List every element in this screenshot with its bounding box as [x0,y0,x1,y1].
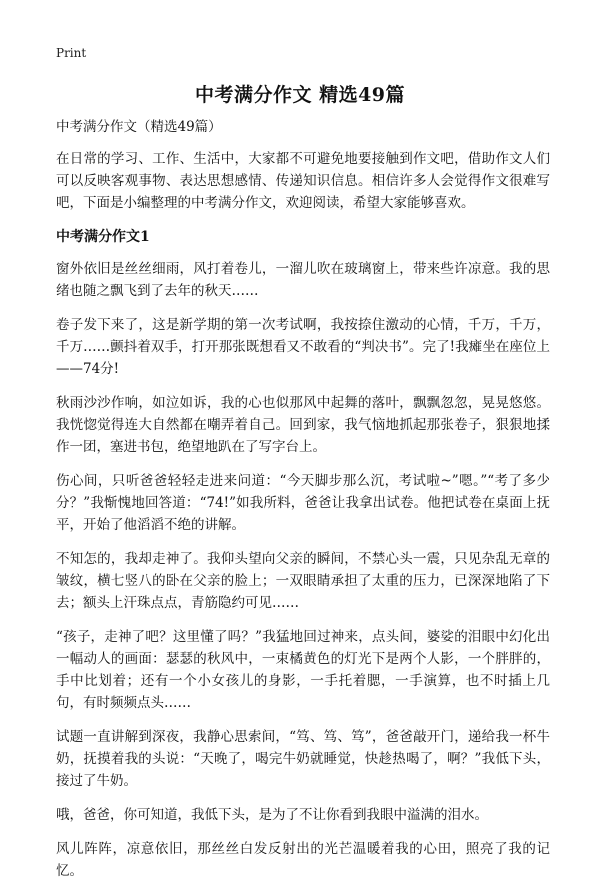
essay-paragraph: 伤心间，只听爸爸轻轻走进来问道：“今天脚步那么沉，考试啦~”嗯。”“考了多少分？”我惭愧地回答道：“74!”如我所料，爸爸让我拿出试卷。他把试卷在桌面上抚平，开始了他滔滔不绝的讲解。 [56,473,550,533]
essay-paragraph: 不知怎的，我却走神了。我仰头望向父亲的瞬间，不禁心头一震，只见杂乱无章的皱纹，横七竖八的卧在父亲的脸上；一双眼睛承担了太重的压力，已深深地陷了下去；额头上汗珠点点，青筋隐约可见…… [56,551,550,611]
essay-paragraph: 风儿阵阵，凉意依旧，那丝丝白发反射出的光芒温暖着我的心田，照亮了我的记忆。 [56,841,550,879]
intro-paragraph: 在日常的学习、工作、生活中，大家都不可避免地要接触到作文吧，借助作文人们可以反映客观事物、表达思想感情、传递知识信息。相信许多人会觉得作文很难写吧，下面是小编整理的中考满分作文，欢迎阅读，希望大家能够喜欢。 [56,151,550,211]
document-subtitle: 中考满分作文（精选49篇） [56,119,222,135]
document-body [56,116,550,894]
essay-paragraph: 秋雨沙沙作响，如泣如诉，我的心也似那风中起舞的落叶，飘飘忽忽，晃晃悠悠。我恍惚觉得连大自然都在嘲弄着自己。回到家，我气恼地抓起那张卷子，狠狠地揉作一团，塞进书包，绝望地趴在了写字台上。 [56,395,550,455]
section-heading: 中考满分作文1 [56,229,150,245]
essay-paragraph: 试题一直讲解到深夜，我静心思索间，“笃、笃、笃”，爸爸敲开门，递给我一杯牛奶，抚摸着我的头说：“天晚了，喝完牛奶就睡觉，快趁热喝了，啊？”我低下头，接过了牛奶。 [56,729,550,789]
essay-paragraph: “孩子，走神了吧？这里懂了吗？”我猛地回过神来，点头间，婆娑的泪眼中幻化出一幅动人的画面：瑟瑟的秋风中，一束橘黄色的灯光下是两个人影，一个胖胖的，手中比划着；还有一个小女孩儿的身影，一手托着腮，一手演算，也不时插上几句，有时频频点头…… [56,629,550,711]
print-link[interactable]: Print [56,46,87,60]
document-title: 中考满分作文 精选49篇 [194,84,406,106]
essay-paragraph: 哦，爸爸，你可知道，我低下头，是为了不让你看到我眼中溢满的泪水。 [56,807,488,823]
essay-paragraph: 卷子发下来了，这是新学期的第一次考试啊，我按捺住激动的心情，千万，千万，千万……颤抖着双手，打开那张既想看又不敢看的“判决书”。完了!我瘫坐在座位上——74分! [56,317,550,377]
essay-paragraph: 窗外依旧是丝丝细雨，风打着卷儿，一溜儿吹在玻璃窗上，带来些许凉意。我的思绪也随之飘飞到了去年的秋天…… [56,261,550,299]
